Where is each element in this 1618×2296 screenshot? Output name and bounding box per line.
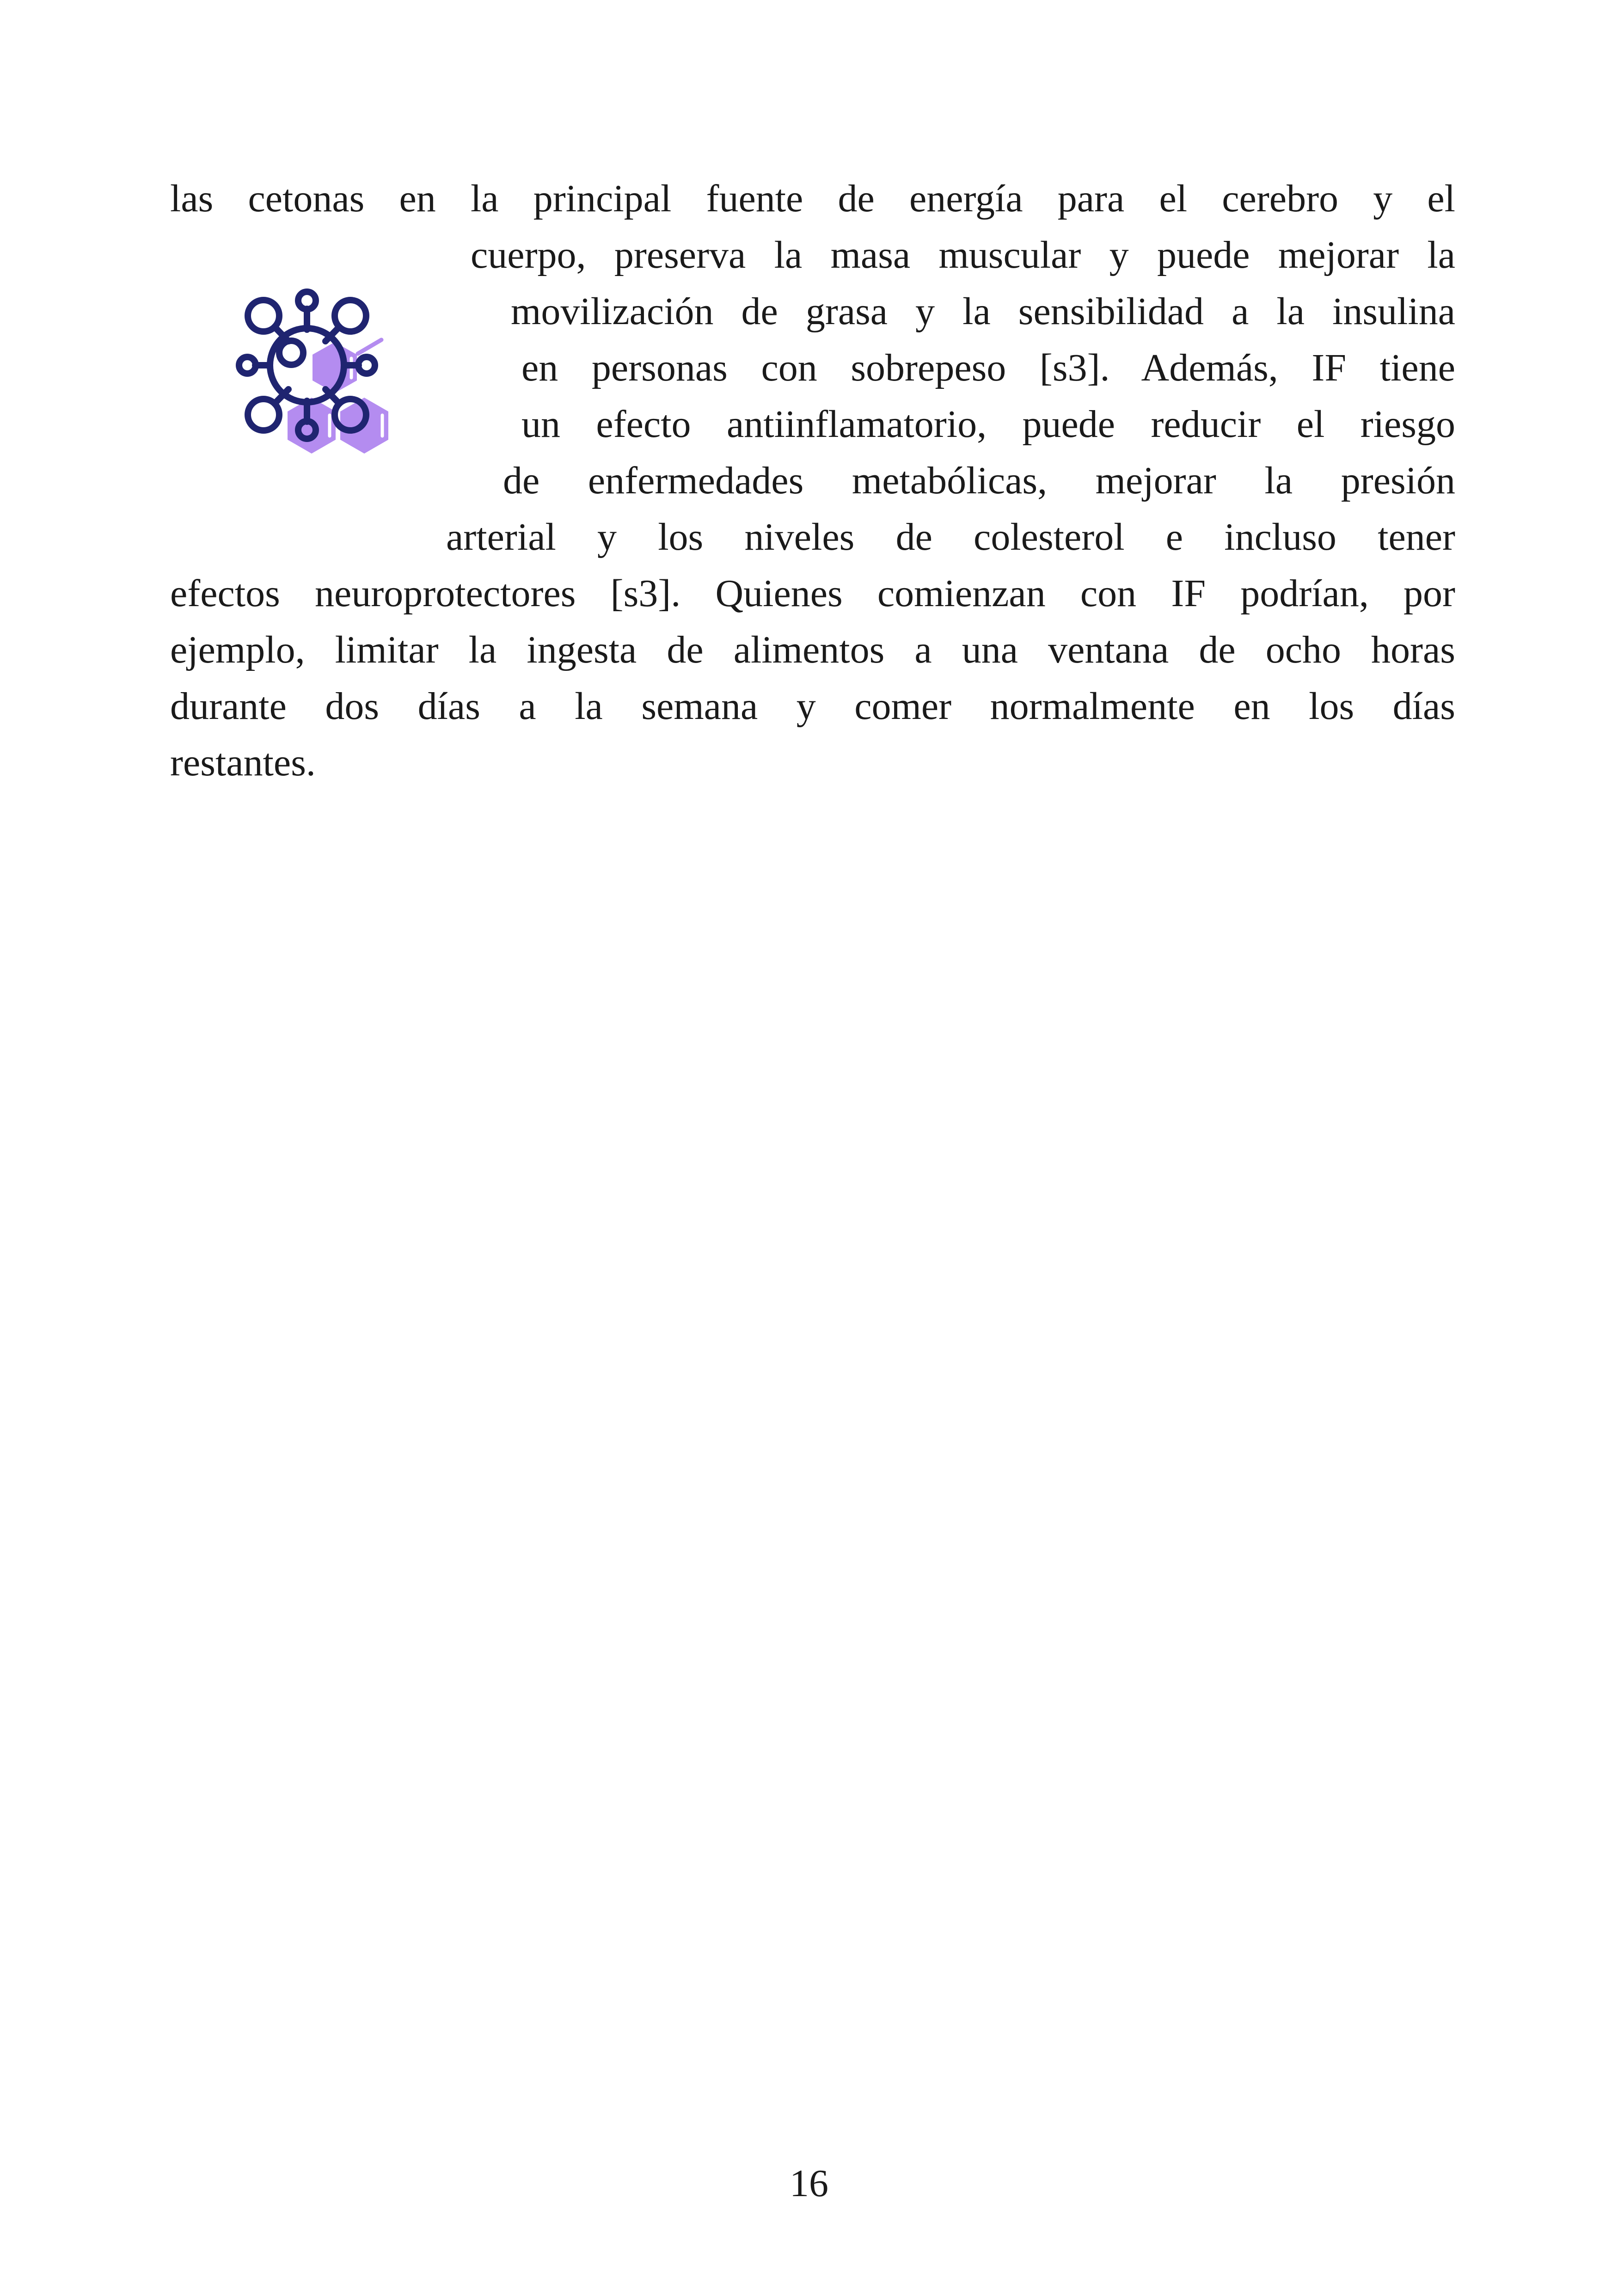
page-number: 16 [790,2162,828,2205]
body-text-line: en personas con sobrepeso [s3]. Además, IF tiene [521,346,1455,389]
body-text-line: durante dos días a la semana y comer normalmente en los días [170,685,1455,728]
diagonal-accent [358,340,381,354]
body-text-line: cuerpo, preserva la masa muscular y puede mejorar la [471,233,1455,276]
body-text-line: de enfermedades metabólicas, mejorar la presión [503,459,1455,502]
body-text-line: ejemplo, limitar la ingesta de alimentos a una ventana de ocho horas [170,628,1455,671]
body-text-line: restantes. [170,741,316,784]
molecule-icon [217,275,435,497]
body-text-line: efectos neuroprotectores [s3]. Quienes comienzan con IF podrían, por [170,572,1455,615]
body-text-line: movilización de grasa y la sensibilidad a la insulina [511,290,1455,333]
body-text-line: arterial y los niveles de colesterol e incluso tener [446,516,1455,559]
body-text-line: las cetonas en la principal fuente de energía para el cerebro y el [170,177,1455,220]
body-text-line: un efecto antiinflamatorio, puede reducir el riesgo [521,403,1455,446]
